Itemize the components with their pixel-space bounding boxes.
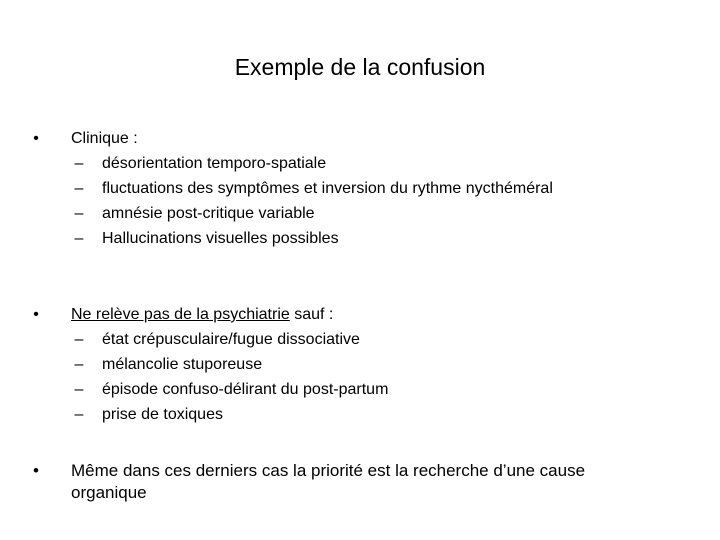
bullet-line [30,460,631,504]
bullet-line [30,302,690,327]
list-item-text: prise de toxiques [102,406,223,423]
bullet-text: Clinique : [71,130,138,147]
list-item-text: désorientation temporo-spatiale [102,155,327,172]
bullet-text: Même dans ces derniers cas la priorité est la recherche d’une cause organique [71,461,586,502]
dash-marker: – [74,180,84,197]
list-item-text: mélancolie stuporeuse [102,356,263,373]
bullet-psychiatrie [30,302,690,427]
list-item [30,201,690,226]
list-item-text: fluctuations des symptômes et inversion du rythme nycthéméral [102,180,553,197]
list-item [30,352,690,377]
bullet-priorite [30,460,690,504]
dash-marker: – [74,230,84,247]
sub-list [30,327,690,427]
dash-marker: – [74,155,84,172]
bullet-clinique [30,126,690,251]
sub-list [30,151,690,251]
bullet-dot: • [33,306,39,323]
list-item-text: état crépusculaire/fugue dissociative [102,331,360,348]
bullet-dot: • [33,130,39,147]
dash-marker: – [74,331,84,348]
bullet-dot: • [33,461,39,480]
dash-marker: – [74,356,84,373]
bullet-text-rest: sauf : [289,306,334,323]
list-item [30,377,690,402]
dash-marker: – [74,205,84,222]
list-item [30,402,690,427]
list-item-text: amnésie post-critique variable [102,205,315,222]
bullet-line [30,126,690,151]
list-item-text: épisode confuso-délirant du post-partum [102,381,389,398]
bullet-text-underlined: Ne relève pas de la psychiatrie [71,306,290,323]
list-item-text: Hallucinations visuelles possibles [102,230,339,247]
list-item [30,176,690,201]
list-item [30,327,690,352]
dash-marker: – [74,406,84,423]
list-item [30,226,690,251]
list-item [30,151,690,176]
slide-title: Exemple de la confusion [234,54,486,80]
dash-marker: – [74,381,84,398]
